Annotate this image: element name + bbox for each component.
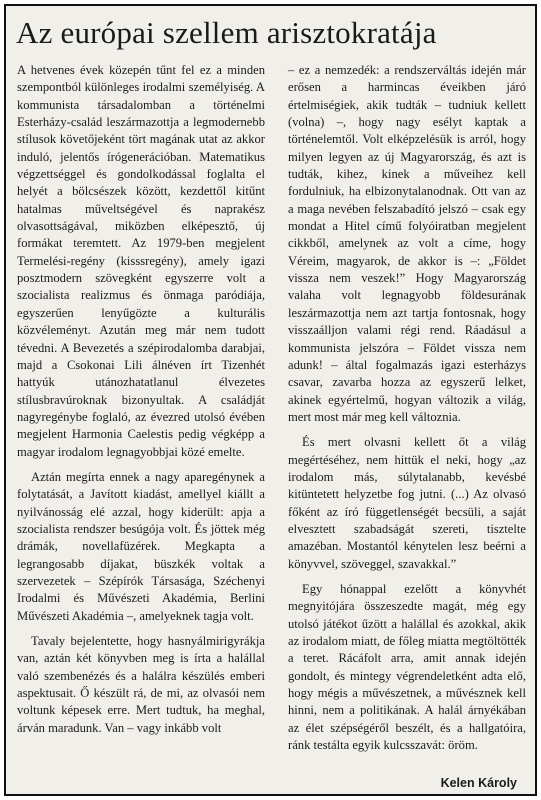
paragraph: Tavaly bejelentette, hogy hasnyálmirigyrákja van, aztán két könyvben meg is írta a halállal való szembenézés és a halálra készülés emberi aspektusait. Ő készült rá, de mi, az olvasói nem voltunk képesek erre. Mert tudtuk, ha meghal, árván maradunk. Van – vagy inkább volt [17,634,265,735]
author-byline: Kelen Károly [440,776,517,790]
paragraph: Aztán megírta ennek a nagy aparegénynek a folytatását, a Javított kiadást, amellyel kiállt a nyilvánosság elé azzal, hogy kiderült: apja a szocialista rendszer besúgója volt. És jöttek még drámák, novellafüzérek. Megkapta a legrangosabb díjakat, büszkék voltak a szervezetek – Szépírók Társasága, Széchenyi Irodalmi és Művészeti Akadémia, Berlini Művészeti Akadémia –, amelyeknek tagja volt. [17,469,265,623]
paragraph: És mert olvasni kellett őt a világ megértéséhez, nem hittük el neki, hogy „az irodalom más, súlytalanabb, kevésbé kitüntetett helyzetbe fog jutni. (...) Az olvasó főként az író függetlenségét becsüli, a saját elvesztett szabadságát szereti, tisztelte amazéban. Mostantól kénytelen lesz beérni a könyvvel, szöveggel, szavakkal.” [288,435,526,571]
right-column [288,62,526,754]
paragraph: Egy hónappal ezelőtt a könyvhét megnyitójára összeszedte magát, még egy utolsó játékot űzött a halállal és azokkal, akik az irodalom miatt, de főleg miatta megtöltötték a teret. Rácáfolt arra, amit annak idején gondolt, és mintegy végrendeletként adta elő, hogy mégis a művészetnek, a művésznek kell hinni, nem a politikának. A halál árnyékában az élet szépségéről beszélt, és a hallgatóira, ránk testálta egyik kulcsszavát: öröm. [288,581,526,753]
paragraph: A hetvenes évek közepén tűnt fel ez a minden szempontból különleges irodalmi személyiség. A kommunista társadalomban a történelmi Esterházy-család leszármazottja a legmodernebb stílusok követőjeként tört magának utat az akkor induló, jelentős írógenerációban. Matematikus végzettséggel és gondolkodással foglalta el helyét a bölcsészek között, kezdettől kitűnt hatalmas műveltségével és naprakész olvasottságával, miközben elképesztő, új formákat teremtett. Az 1979-ben megjelent Termelési-regény (kisssregény), amely igazi posztmodern szövegként egyszerre volt a szocialista realizmus és önmaga paródiája, egyszerűen lenyűgözte a kulturális közvéleményt. Azután meg már nem tudott tévedni. A Bevezetés a szépirodalomba darabjai, majd a Csokonai Lili álnéven írt Tizenhét hattyúk utánozhatatlanul élvezetes stílusbravúroknak bizonyultak. A családját nagyregénybe foglaló, az évezred utolsó évében megjelent Harmonia Caelestis pedig végképp a magyar irodalom legnagyobbjai közé emelte. [17,63,265,459]
article-frame [4,4,537,796]
paragraph: – ez a nemzedék: a rendszerváltás idején már erősen a harmincas éveikben járó értelmiségiek, akik tudták – tudniuk kellett (volna) –, hogy nagy esélyt kaptak a történelemtől. Volt elképzelésük is arról, hogy milyen legyen az új Magyarország, és azt is tudták, kihez, kinek a műveihez kell fordulniuk, ha elbizonytalanodnak. Ott van az a maga nevében felszabadító jelszó – csak egy mondat a Hitel című folyóiratban megjelent cikkből, amelynek az volt a címe, hogy Véreim, magyarok, de akkor is –: „Földet vissza nem veszek!” Hogy Magyarország valaha volt legnagyobb földesurának leszármazottja nem azt tartja fontosnak, hogy visszaálljon valami régi rend. Ráadásul a kommunista jelszóra – Földet vissza nem adunk! – által fogalmazás igazi esterházys csavar, zavarba hozza az egyszerű lelket, akinek egyértelmű, hogyan változik a világ, mert most már meg kell változnia. [288,63,526,424]
article-title: Az európai szellem arisztokratája [16,15,437,50]
left-column [17,62,265,737]
